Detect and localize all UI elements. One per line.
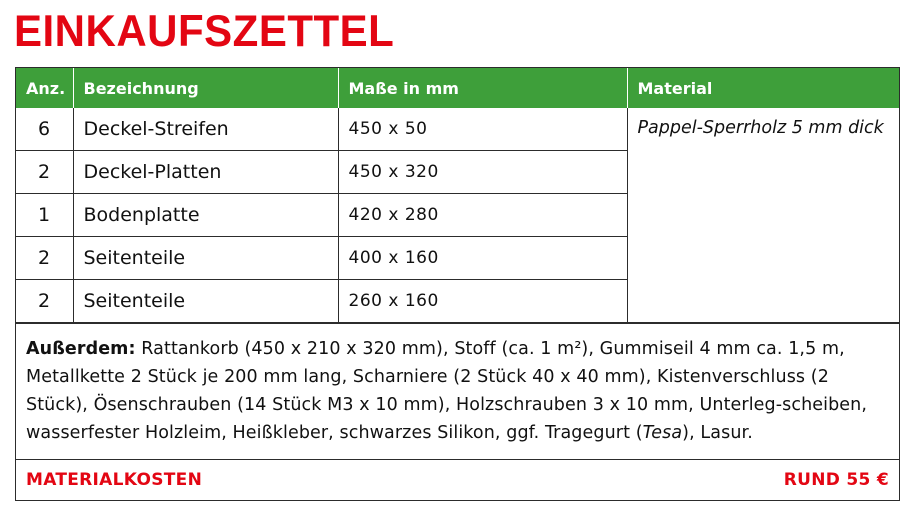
row-dimensions: 400 x 160 bbox=[338, 237, 627, 280]
additional-materials-brand: Tesa bbox=[642, 423, 683, 443]
additional-materials-lead: Außerdem: bbox=[26, 339, 136, 359]
row-quantity: 1 bbox=[16, 194, 73, 237]
header-material: Material bbox=[627, 68, 899, 108]
row-quantity: 6 bbox=[16, 108, 73, 151]
parts-table bbox=[16, 68, 899, 323]
table-header-row bbox=[16, 68, 899, 108]
additional-materials-text: Rattankorb (450 x 210 x 320 mm), Stoff (ca. 1 m²), Gummiseil 4 mm ca. 1,5 m, Metallkette 2 Stück je 200 mm lang, Scharniere (2 Stück 40 x 40 mm), Kistenverschluss (2 Stück), Ösenschrauben (14 Stück M3 x 10 mm), Holzschrauben 3 x 10 mm, Unterleg-scheiben, wasserfester Holzleim, Heißkleber, schwarzes Silikon, ggf. Tragegurt ( bbox=[26, 339, 868, 443]
page-title: EINKAUFSZETTEL bbox=[14, 6, 395, 56]
material-costs-row bbox=[16, 459, 899, 500]
material-cell: Pappel-Sperrholz 5 mm dick bbox=[627, 108, 899, 323]
header-name: Bezeichnung bbox=[73, 68, 338, 108]
row-dimensions: 450 x 50 bbox=[338, 108, 627, 151]
row-name: Seitenteile bbox=[73, 237, 338, 280]
shopping-list-box bbox=[15, 67, 900, 501]
row-dimensions: 420 x 280 bbox=[338, 194, 627, 237]
row-dimensions: 450 x 320 bbox=[338, 151, 627, 194]
row-name: Seitenteile bbox=[73, 280, 338, 323]
row-quantity: 2 bbox=[16, 280, 73, 323]
material-costs-value: RUND 55 € bbox=[783, 470, 889, 490]
additional-materials-text-end: ), Lasur. bbox=[682, 423, 753, 443]
header-dimensions: Maße in mm bbox=[338, 68, 627, 108]
row-name: Deckel-Platten bbox=[73, 151, 338, 194]
row-dimensions: 260 x 160 bbox=[338, 280, 627, 323]
row-quantity: 2 bbox=[16, 151, 73, 194]
row-quantity: 2 bbox=[16, 237, 73, 280]
material-costs-label: MATERIALKOSTEN bbox=[26, 470, 203, 490]
row-name: Deckel-Streifen bbox=[73, 108, 338, 151]
table-row bbox=[16, 108, 899, 151]
header-quantity: Anz. bbox=[16, 68, 73, 108]
row-name: Bodenplatte bbox=[73, 194, 338, 237]
additional-materials bbox=[16, 323, 899, 457]
